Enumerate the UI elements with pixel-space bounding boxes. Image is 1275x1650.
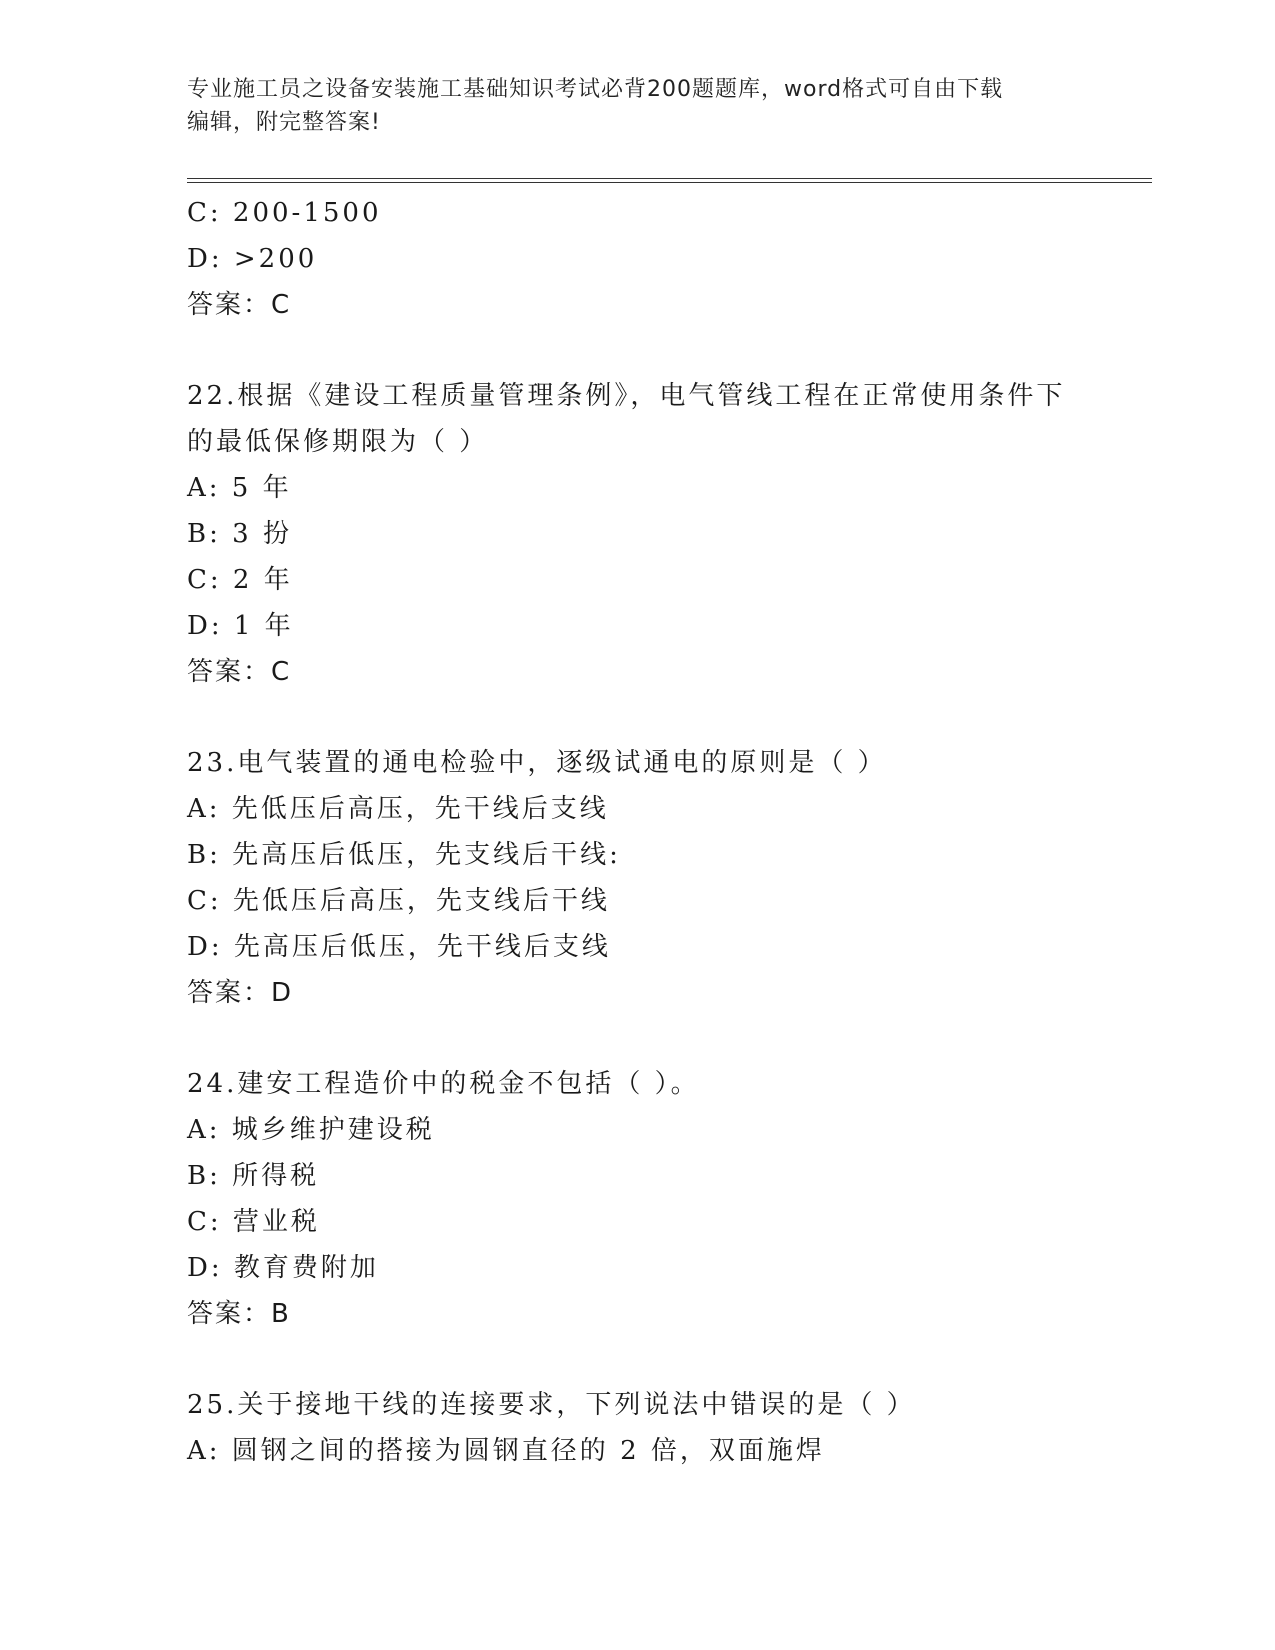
question-stem: 22.根据《建设工程质量管理条例》，电气管线工程在正常使用条件下 [187, 381, 1066, 411]
question-21-tail [187, 190, 1087, 328]
question-25 [187, 1382, 1087, 1474]
option-b: B: 所得税 [187, 1161, 320, 1191]
option-d: D: >200 [187, 244, 318, 274]
document-header [187, 73, 1067, 139]
option-b: B: 3 扮 [187, 519, 292, 549]
question-content [187, 190, 1087, 1474]
question-stem: 23.电气装置的通电检验中，逐级试通电的原则是（ ） [187, 748, 887, 778]
header-title-line-2: 编辑，附完整答案! [187, 110, 381, 135]
option-a: A: 城乡维护建设税 [187, 1115, 435, 1145]
option-a: A: 先低压后高压，先干线后支线 [187, 794, 609, 824]
header-divider-bottom [187, 182, 1152, 183]
option-a: A: 圆钢之间的搭接为圆钢直径的 2 倍，双面施焊 [187, 1436, 825, 1466]
option-a: A: 5 年 [187, 473, 292, 503]
header-title-line-1: 专业施工员之设备安装施工基础知识考试必背200题题库，word格式可自由下载 [187, 77, 1004, 102]
question-23 [187, 740, 1087, 1016]
question-stem: 24.建安工程造价中的税金不包括（ ）。 [187, 1069, 700, 1099]
option-d: D: 先高压后低压，先干线后支线 [187, 932, 611, 962]
option-c: C: 营业税 [187, 1207, 320, 1237]
option-c: C: 2 年 [187, 565, 293, 595]
option-d: D: 教育费附加 [187, 1253, 379, 1283]
answer-line: 答案：D [187, 978, 294, 1008]
question-stem: 25.关于接地干线的连接要求，下列说法中错误的是（ ） [187, 1390, 916, 1420]
spacer [187, 328, 1087, 373]
answer-line: 答案：C [187, 657, 292, 687]
option-d: D: 1 年 [187, 611, 294, 641]
question-stem: 的最低保修期限为（ ） [187, 427, 489, 457]
question-24 [187, 1061, 1087, 1337]
answer-line: 答案：C [187, 290, 292, 320]
option-b: B: 先高压后低压，先支线后干线: [187, 840, 621, 870]
question-22 [187, 373, 1087, 695]
spacer [187, 1337, 1087, 1382]
answer-line: 答案：B [187, 1299, 291, 1329]
spacer [187, 695, 1087, 740]
header-divider-top [187, 178, 1152, 179]
spacer [187, 1016, 1087, 1061]
option-c: C: 先低压后高压，先支线后干线 [187, 886, 610, 916]
option-c: C: 200-1500 [187, 198, 382, 228]
